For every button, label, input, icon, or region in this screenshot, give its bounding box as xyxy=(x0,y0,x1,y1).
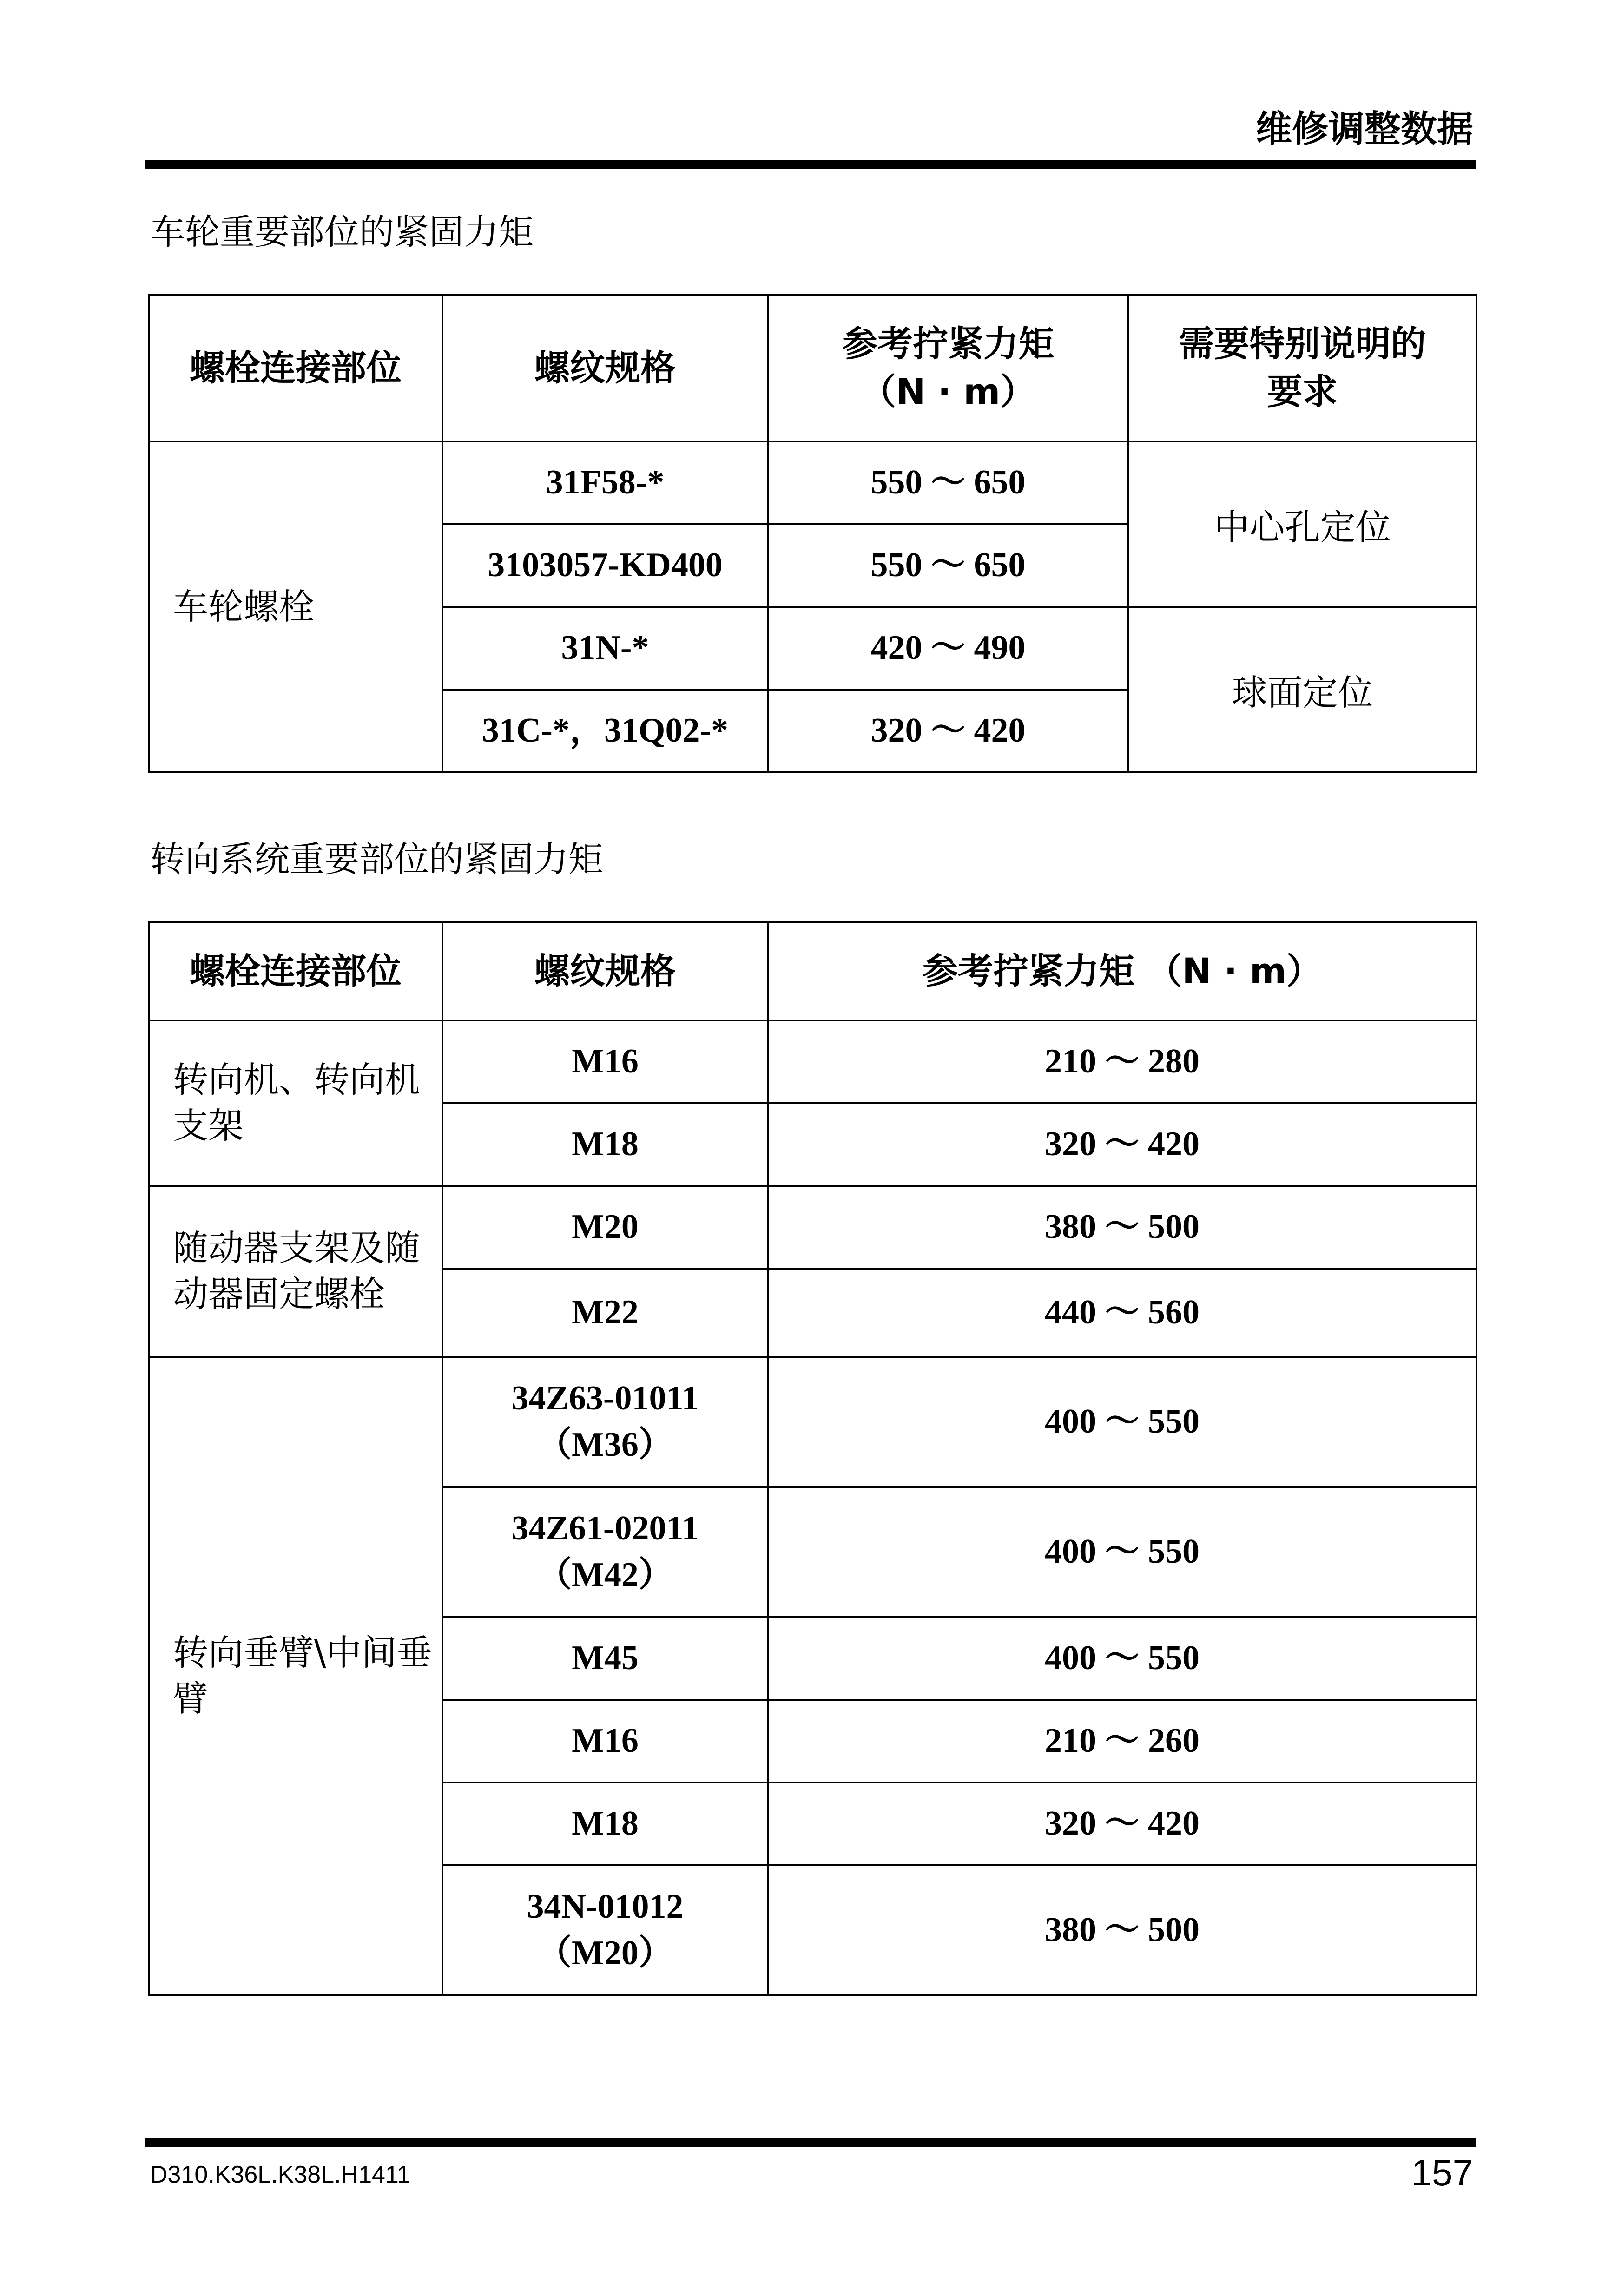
group-part-cell: 随动器支架及随动器固定螺栓 xyxy=(149,1186,442,1357)
col-header-torque: 参考拧紧力矩 （N · m） xyxy=(768,295,1128,441)
torque-cell: 550 ～ 650 xyxy=(768,524,1128,607)
note-cell: 中心孔定位 xyxy=(1128,441,1477,607)
thread-cell: M20 xyxy=(442,1186,768,1269)
col-header-thread: 螺纹规格 xyxy=(442,922,768,1020)
thread-cell: M16 xyxy=(442,1020,768,1103)
torque-cell: 400 ～ 550 xyxy=(768,1617,1477,1700)
footer-rule xyxy=(145,2138,1476,2147)
thread-cell: 3103057-KD400 xyxy=(442,524,768,607)
torque-cell: 380 ～ 500 xyxy=(768,1865,1477,1995)
steering-section-title: 转向系统重要部位的紧固力矩 xyxy=(150,839,604,880)
thread-cell: M45 xyxy=(442,1617,768,1700)
torque-cell: 320 ～ 420 xyxy=(768,690,1128,772)
col-header-thread: 螺纹规格 xyxy=(442,295,768,441)
thread-cell: 31C-*，31Q02-* xyxy=(442,690,768,772)
thread-cell: 31F58-* xyxy=(442,441,768,524)
thread-cell: 34N-01012 （M20） xyxy=(442,1865,768,1995)
torque-cell: 400 ～ 550 xyxy=(768,1357,1477,1487)
wheel-torque-table xyxy=(148,294,1477,773)
torque-cell: 420 ～ 490 xyxy=(768,607,1128,690)
thread-cell: 31N-* xyxy=(442,607,768,690)
thread-cell: M18 xyxy=(442,1783,768,1865)
document-code: D310.K36L.K38L.H1411 xyxy=(150,2161,410,2188)
wheel-section-title: 车轮重要部位的紧固力矩 xyxy=(150,211,534,252)
thread-cell: M18 xyxy=(442,1103,768,1186)
col-header-part: 螺栓连接部位 xyxy=(149,922,442,1020)
wheel-part-cell: 车轮螺栓 xyxy=(149,441,442,772)
torque-cell: 210 ～ 280 xyxy=(768,1020,1477,1103)
group-part-cell: 转向机、转向机支架 xyxy=(149,1020,442,1186)
thread-cell: M16 xyxy=(442,1700,768,1783)
col-header-note: 需要特别说明的 要求 xyxy=(1128,295,1477,441)
group-part-cell: 转向垂臂\中间垂臂 xyxy=(149,1357,442,1995)
steering-torque-table xyxy=(148,921,1477,1996)
note-cell: 球面定位 xyxy=(1128,607,1477,772)
thread-cell: 34Z63-01011 （M36） xyxy=(442,1357,768,1487)
col-header-torque: 参考拧紧力矩 （N · m） xyxy=(768,922,1477,1020)
thread-cell: 34Z61-02011 （M42） xyxy=(442,1487,768,1617)
torque-cell: 550 ～ 650 xyxy=(768,441,1128,524)
thread-cell: M22 xyxy=(442,1269,768,1357)
page-number: 157 xyxy=(1411,2152,1473,2193)
page-header-title: 维修调整数据 xyxy=(1255,108,1473,150)
header-rule xyxy=(145,160,1476,169)
col-header-part: 螺栓连接部位 xyxy=(149,295,442,441)
torque-cell: 320 ～ 420 xyxy=(768,1103,1477,1186)
torque-cell: 440 ～ 560 xyxy=(768,1269,1477,1357)
torque-cell: 380 ～ 500 xyxy=(768,1186,1477,1269)
torque-cell: 320 ～ 420 xyxy=(768,1783,1477,1865)
torque-cell: 210 ～ 260 xyxy=(768,1700,1477,1783)
torque-cell: 400 ～ 550 xyxy=(768,1487,1477,1617)
